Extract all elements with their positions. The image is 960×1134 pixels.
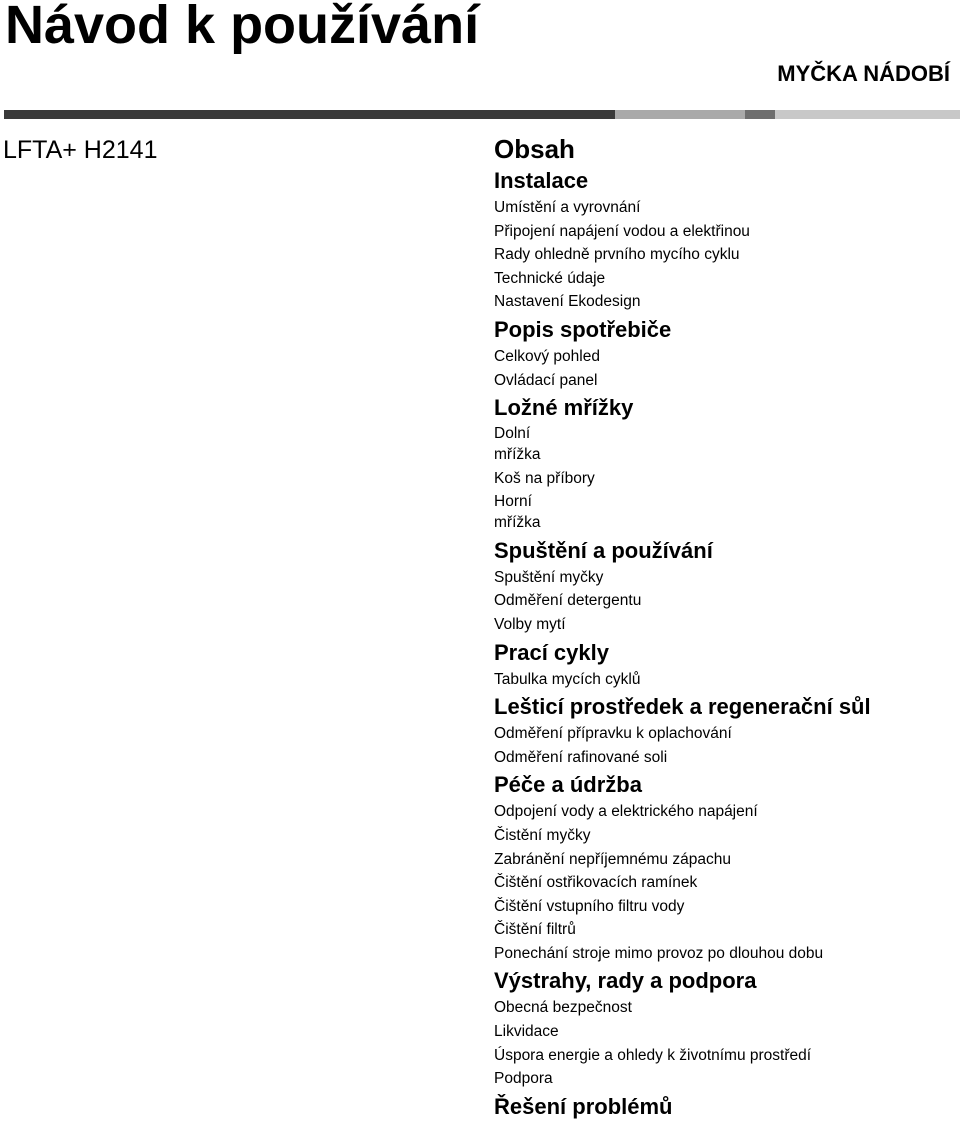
- toc-section-lestici: [494, 691, 960, 769]
- toc-section-mrizky: [494, 392, 960, 533]
- table-of-contents: [494, 133, 960, 1122]
- toc-item[interactable]: Obecná bezpečnost: [494, 999, 632, 1017]
- toc-item[interactable]: Připojení napájení vodou a elektřinou: [494, 222, 750, 240]
- toc-section-title[interactable]: Řešení problémů: [494, 1093, 673, 1119]
- toc-item[interactable]: Dolní mřížka: [494, 425, 541, 464]
- toc-section-popis: [494, 314, 960, 392]
- toc-item[interactable]: Umístění a vyrovnání: [494, 199, 641, 216]
- header-rule-light: [615, 110, 745, 119]
- toc-section-title[interactable]: Prací cykly: [494, 639, 609, 665]
- document-title: Návod k používání: [5, 0, 480, 55]
- toc-section-title[interactable]: Instalace: [494, 168, 589, 193]
- toc-section-reseni: [494, 1091, 960, 1122]
- toc-item[interactable]: Zabránění nepříjemnému zápachu: [494, 850, 731, 868]
- toc-item[interactable]: Nastavení Ekodesign: [494, 293, 641, 311]
- toc-item[interactable]: Odměření přípravku k oplachování: [494, 725, 732, 743]
- toc-item[interactable]: Koš na příbory: [494, 470, 595, 488]
- toc-item-list: [494, 722, 960, 769]
- toc-item[interactable]: Technické údaje: [494, 269, 606, 287]
- toc-section-pece: [494, 769, 960, 965]
- toc-section-title[interactable]: Výstrahy, rady a podpora: [494, 968, 757, 994]
- toc-item-list: [494, 996, 960, 1090]
- toc-item[interactable]: Ponechání stroje mimo provoz po dlouhou dobu: [494, 944, 824, 962]
- toc-item[interactable]: Likvidace: [494, 1023, 559, 1041]
- header-rule-mid: [745, 110, 775, 119]
- toc-item[interactable]: Čištění vstupního filtru vody: [494, 897, 685, 915]
- model-number: LFTA+ H2141: [3, 136, 158, 164]
- toc-item-list: [494, 668, 960, 692]
- toc-item[interactable]: Celkový pohled: [494, 347, 600, 365]
- toc-item[interactable]: Ovládací panel: [494, 371, 598, 389]
- toc-item[interactable]: Úspora energie a ohledy k životnímu prostředí: [494, 1046, 812, 1064]
- toc-item[interactable]: Spuštění myčky: [494, 568, 604, 586]
- toc-item[interactable]: Rady ohledně prvního mycího cyklu: [494, 246, 740, 264]
- toc-item-list: [494, 345, 960, 392]
- toc-item[interactable]: Volby mytí: [494, 615, 566, 633]
- toc-section-title[interactable]: Ložné mřížky: [494, 395, 634, 421]
- toc-item-list: [494, 566, 960, 637]
- product-type-label: MYČKA NÁDOBÍ: [777, 61, 950, 86]
- header-rule-pale: [775, 110, 960, 119]
- toc-heading: Obsah: [494, 134, 575, 164]
- toc-item[interactable]: Odpojení vody a elektrického napájení: [494, 803, 758, 821]
- toc-item-list: [494, 423, 960, 533]
- toc-section-title[interactable]: Lešticí prostředek a regenerační sůl: [494, 694, 871, 720]
- toc-section-title[interactable]: Spuštění a používání: [494, 537, 713, 563]
- toc-item[interactable]: Odměření rafinované soli: [494, 748, 668, 766]
- toc-item-list: [494, 196, 960, 314]
- toc-item[interactable]: Horní mřížka: [494, 492, 541, 531]
- toc-section-title[interactable]: Popis spotřebiče: [494, 316, 672, 342]
- toc-section-title[interactable]: Péče a údržba: [494, 772, 642, 798]
- toc-section-spusteni: [494, 535, 960, 637]
- toc-item[interactable]: Čištění ostřikovacích ramínek: [494, 874, 698, 892]
- toc-item[interactable]: Čistění myčky: [494, 826, 591, 844]
- header-rule-dark: [4, 110, 615, 119]
- toc-section-instalace: [494, 165, 960, 314]
- toc-item[interactable]: Podpora: [494, 1070, 553, 1088]
- toc-item[interactable]: Tabulka mycích cyklů: [494, 670, 641, 688]
- toc-section-cykly: [494, 637, 960, 692]
- toc-item[interactable]: Čištění filtrů: [494, 921, 576, 939]
- toc-section-vystrahy: [494, 965, 960, 1090]
- toc-item[interactable]: Odměření detergentu: [494, 592, 642, 610]
- toc-item-list: [494, 800, 960, 965]
